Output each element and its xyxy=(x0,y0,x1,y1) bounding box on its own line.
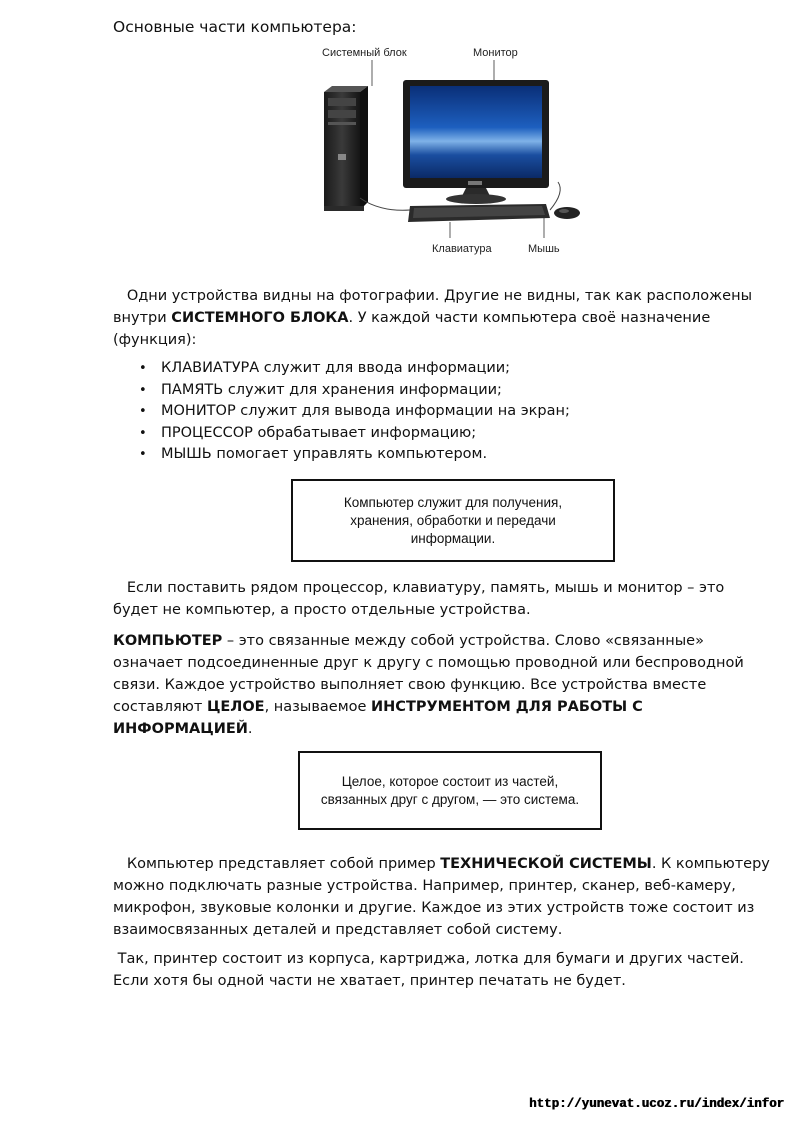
bold-computer: КОМПЬЮТЕР xyxy=(113,633,223,649)
intro-text-2: . У каждой части компьютера своё назначение (функция): xyxy=(113,310,711,348)
tech-text-1: Компьютер представляет собой пример xyxy=(126,856,441,872)
mouse-icon xyxy=(554,207,580,219)
intro-bold-system-unit: СИСТЕМНОГО БЛОКА xyxy=(171,310,349,326)
printer-text: Так, принтер состоит из корпуса, картриджа, лотка для бумаги и других частей. Если хотя бы одной части не хватает, принтер печатать не будет. xyxy=(113,951,744,989)
bold-technical-system: ТЕХНИЧЕСКОЙ СИСТЕМЫ xyxy=(440,856,652,872)
list-item: • ПАМЯТЬ служит для хранения информации; xyxy=(161,380,781,402)
definition-text-2: , называемое xyxy=(264,699,372,715)
label-monitor: Монитор xyxy=(473,47,518,59)
page-heading: Основные части компьютера: xyxy=(113,18,357,36)
system-unit-icon xyxy=(324,86,368,211)
computer-definition-paragraph xyxy=(113,630,753,740)
keyboard-icon xyxy=(408,204,550,222)
label-mouse: Мышь xyxy=(528,243,560,255)
computer-parts-illustration xyxy=(310,42,600,262)
definition-text-3: . xyxy=(247,721,253,737)
technical-system-paragraph xyxy=(113,853,773,941)
definition-box-system xyxy=(298,751,602,830)
list-item: • ПРОЦЕССОР обрабатывает информацию; xyxy=(161,423,781,445)
separate-devices-paragraph xyxy=(113,577,753,621)
functions-list xyxy=(113,358,781,466)
label-keyboard: Клавиатура xyxy=(432,243,492,255)
intro-paragraph xyxy=(113,285,753,351)
definition-box-system-text: Целое, которое состоит из частей, связанных друг с другом, — это система. xyxy=(320,773,580,807)
separate-devices-text: Если поставить рядом процессор, клавиатуру, память, мышь и монитор – это будет не компьютер, а просто отдельные устройства. xyxy=(113,580,725,618)
list-item: • МОНИТОР служит для вывода информации на экран; xyxy=(161,401,781,423)
tech-text-2: . К компьютеру можно подключать разные устройства. Например, принтер, сканер, веб-камеру, микрофон, звуковые колонки и другие. Каждое из этих устройств тоже состоит из взаимосвязанных деталей и представляет собой систему. xyxy=(113,856,770,938)
list-item: • КЛАВИАТУРА служит для ввода информации; xyxy=(161,358,781,380)
bold-instrument: ИНСТРУМЕНТОМ ДЛЯ РАБОТЫ С ИНФОРМАЦИЕЙ xyxy=(113,699,643,737)
definition-box-computer xyxy=(291,479,615,562)
definition-text-1: – это связанные между собой устройства. Слово «связанные» означает подсоединенные друг к другу с помощью проводной или беспроводной связи. Каждое устройство выполняет свою функцию. Все устройства вместе составляют xyxy=(113,633,744,715)
bold-whole: ЦЕЛОЕ xyxy=(206,699,265,715)
label-system-unit: Системный блок xyxy=(322,47,407,59)
printer-paragraph xyxy=(113,948,773,992)
definition-box-computer-text: Компьютер служит для получения, хранения, обработки и передачи информации. xyxy=(343,494,563,546)
footer-url: http://yunevat.ucoz.ru/index/infor xyxy=(528,1097,784,1111)
list-item: • МЫШЬ помогает управлять компьютером. xyxy=(161,444,781,466)
intro-text-1: Одни устройства видны на фотографии. Другие не видны, так как расположены внутри xyxy=(113,288,753,326)
monitor-icon xyxy=(403,80,549,204)
